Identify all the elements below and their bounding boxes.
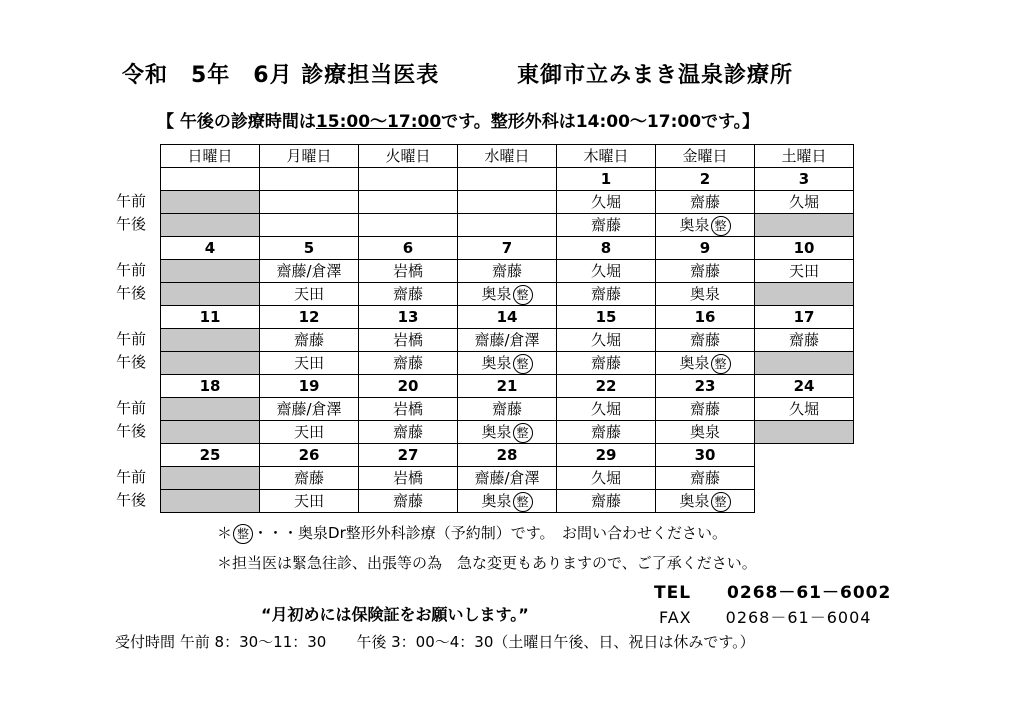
- date-cell: 19: [260, 375, 359, 398]
- afternoon-doctor-cell: [557, 490, 656, 513]
- date-cell: 23: [656, 375, 755, 398]
- doctor-name: 齋藤: [590, 423, 621, 441]
- doctor-name: 齋藤: [590, 216, 621, 234]
- afternoon-doctor-cell: [458, 214, 557, 237]
- afternoon-doctor-cell: [260, 352, 359, 375]
- sei-note-prefix: ＊: [217, 524, 233, 542]
- weekday-header: 木曜日: [557, 145, 656, 168]
- afternoon-doctor-cell: [755, 214, 854, 237]
- date-cell: 7: [458, 237, 557, 260]
- date-row: [161, 168, 854, 191]
- date-cell: 3: [755, 168, 854, 191]
- doctor-name: 天田: [293, 285, 324, 303]
- morning-row: [161, 329, 854, 352]
- clinic-name: 東御市立みまき温泉診療所: [517, 63, 794, 88]
- sei-note-text: ・・・奥泉Dr整形外科診療（予約制）です。 お問い合わせください。: [253, 524, 728, 542]
- date-cell: [458, 168, 557, 191]
- doctor-name: 久堀: [788, 193, 819, 211]
- doctor-name: 齋藤: [293, 331, 324, 349]
- doctor-name: 齋藤: [293, 469, 324, 487]
- date-cell: 28: [458, 444, 557, 467]
- sei-mark-icon: 整: [711, 216, 731, 236]
- afternoon-doctor-cell: [260, 490, 359, 513]
- morning-doctor-cell: [557, 467, 656, 490]
- morning-doctor-cell: [755, 260, 854, 283]
- date-cell: 6: [359, 237, 458, 260]
- afternoon-doctor-cell: [656, 352, 755, 375]
- date-cell: 29: [557, 444, 656, 467]
- doctor-name: 天田: [293, 492, 324, 510]
- morning-doctor-cell: [359, 398, 458, 421]
- afternoon-doctor-cell: [359, 283, 458, 306]
- date-cell: 8: [557, 237, 656, 260]
- morning-doctor-cell: [359, 260, 458, 283]
- afternoon-doctor-cell: [161, 490, 260, 513]
- morning-doctor-cell: [656, 191, 755, 214]
- morning-doctor-cell: [161, 260, 260, 283]
- subtitle-prefix: 【 午後の診療時間は: [157, 112, 316, 132]
- page-title: 令和 5年 6月 診療担当医表: [122, 63, 440, 88]
- afternoon-doctor-cell: [656, 490, 755, 513]
- afternoon-label: 午後: [116, 215, 147, 233]
- afternoon-doctor-cell: [656, 214, 755, 237]
- doctor-name: 岩橋: [392, 400, 423, 418]
- afternoon-label: 午後: [116, 491, 147, 509]
- doctor-name: 齋藤: [689, 469, 720, 487]
- doctor-name: 天田: [293, 423, 324, 441]
- morning-doctor-cell: [557, 260, 656, 283]
- morning-label: 午前: [116, 399, 147, 417]
- date-row: [161, 237, 854, 260]
- afternoon-doctor-cell: [755, 352, 854, 375]
- afternoon-doctor-cell: [557, 283, 656, 306]
- morning-doctor-cell: [359, 191, 458, 214]
- doctor-name: 岩橋: [392, 469, 423, 487]
- date-cell: 12: [260, 306, 359, 329]
- morning-doctor-cell: [458, 398, 557, 421]
- morning-doctor-cell: [359, 329, 458, 352]
- morning-doctor-cell: [458, 191, 557, 214]
- morning-doctor-cell: [656, 329, 755, 352]
- date-cell: 9: [656, 237, 755, 260]
- afternoon-doctor-cell: [755, 283, 854, 306]
- doctor-name: 久堀: [590, 193, 621, 211]
- morning-doctor-cell: [458, 329, 557, 352]
- date-cell: 14: [458, 306, 557, 329]
- doctor-name: 奥泉: [481, 423, 512, 441]
- afternoon-row: [161, 214, 854, 237]
- doctor-name: 奥泉: [481, 354, 512, 372]
- morning-doctor-cell: [260, 467, 359, 490]
- date-row: [161, 306, 854, 329]
- sei-mark-icon: 整: [513, 354, 533, 374]
- morning-doctor-cell: [656, 260, 755, 283]
- morning-label: 午前: [116, 468, 147, 486]
- doctor-name: 岩橋: [392, 331, 423, 349]
- morning-doctor-cell: [755, 398, 854, 421]
- date-cell: 16: [656, 306, 755, 329]
- weekday-header: 月曜日: [260, 145, 359, 168]
- weekday-header: 水曜日: [458, 145, 557, 168]
- sei-mark-icon: 整: [513, 423, 533, 443]
- morning-doctor-cell: [755, 191, 854, 214]
- afternoon-doctor-cell: [359, 421, 458, 444]
- afternoon-label: 午後: [116, 422, 147, 440]
- doctor-name: 齋藤: [491, 400, 522, 418]
- date-cell: [161, 168, 260, 191]
- morning-row: [161, 191, 854, 214]
- afternoon-doctor-cell: [359, 352, 458, 375]
- morning-doctor-cell: [458, 467, 557, 490]
- morning-doctor-cell: [557, 398, 656, 421]
- morning-doctor-cell: [161, 398, 260, 421]
- sei-legend-note: [217, 522, 727, 544]
- doctor-name: 奥泉: [679, 492, 710, 510]
- weekday-header: 金曜日: [656, 145, 755, 168]
- afternoon-row: [161, 352, 854, 375]
- date-cell: 20: [359, 375, 458, 398]
- doctor-name: 齋藤: [392, 423, 423, 441]
- date-cell: 22: [557, 375, 656, 398]
- afternoon-doctor-cell: [458, 352, 557, 375]
- afternoon-row: [161, 421, 854, 444]
- doctor-name: 久堀: [590, 262, 621, 280]
- afternoon-doctor-cell: [161, 283, 260, 306]
- date-cell: 30: [656, 444, 755, 467]
- afternoon-doctor-cell: [656, 283, 755, 306]
- empty-slot: [755, 444, 854, 467]
- afternoon-doctor-cell: [161, 421, 260, 444]
- afternoon-doctor-cell: [359, 214, 458, 237]
- doctor-name: 天田: [293, 354, 324, 372]
- morning-doctor-cell: [161, 191, 260, 214]
- morning-label: 午前: [116, 330, 147, 348]
- doctor-name: 齋藤/倉澤: [276, 400, 342, 418]
- date-cell: 15: [557, 306, 656, 329]
- date-cell: 26: [260, 444, 359, 467]
- afternoon-doctor-cell: [458, 283, 557, 306]
- empty-slot: [755, 467, 854, 490]
- morning-doctor-cell: [458, 260, 557, 283]
- afternoon-hours-note: [157, 107, 759, 132]
- morning-label: 午前: [116, 192, 147, 210]
- doctor-name: 齋藤: [689, 400, 720, 418]
- weekday-header: 火曜日: [359, 145, 458, 168]
- afternoon-doctor-cell: [359, 490, 458, 513]
- date-cell: 18: [161, 375, 260, 398]
- date-cell: 1: [557, 168, 656, 191]
- morning-row: [161, 467, 854, 490]
- date-cell: 24: [755, 375, 854, 398]
- insurance-card-appeal: “月初めには保険証をお願いします。”: [261, 605, 529, 624]
- afternoon-doctor-cell: [161, 214, 260, 237]
- date-cell: 27: [359, 444, 458, 467]
- schedule-table: [160, 144, 854, 513]
- morning-doctor-cell: [260, 329, 359, 352]
- doctor-name: 齋藤: [392, 285, 423, 303]
- afternoon-doctor-cell: [161, 352, 260, 375]
- date-cell: 10: [755, 237, 854, 260]
- morning-doctor-cell: [260, 398, 359, 421]
- afternoon-doctor-cell: [260, 283, 359, 306]
- morning-doctor-cell: [557, 329, 656, 352]
- afternoon-label: 午後: [116, 284, 147, 302]
- morning-doctor-cell: [656, 467, 755, 490]
- date-cell: 11: [161, 306, 260, 329]
- date-cell: 4: [161, 237, 260, 260]
- doctor-name: 奥泉: [689, 285, 720, 303]
- doctor-name: 齋藤: [689, 193, 720, 211]
- morning-row: [161, 260, 854, 283]
- morning-doctor-cell: [755, 329, 854, 352]
- doctor-name: 久堀: [590, 331, 621, 349]
- afternoon-doctor-cell: [557, 421, 656, 444]
- sei-mark-icon: 整: [513, 492, 533, 512]
- morning-doctor-cell: [260, 191, 359, 214]
- weekday-header: 日曜日: [161, 145, 260, 168]
- title-row: [0, 58, 1024, 94]
- afternoon-doctor-cell: [557, 352, 656, 375]
- date-cell: [359, 168, 458, 191]
- date-row: [161, 444, 854, 467]
- doctor-name: 奥泉: [481, 285, 512, 303]
- morning-doctor-cell: [161, 329, 260, 352]
- emergency-note: ＊担当医は緊急往診、出張等の為 急な変更もありますので、ご了承ください。: [217, 554, 757, 572]
- date-cell: 13: [359, 306, 458, 329]
- subtitle-underlined-time: 15:00～17:00: [315, 112, 442, 132]
- doctor-name: 奥泉: [679, 354, 710, 372]
- doctor-name: 久堀: [788, 400, 819, 418]
- afternoon-doctor-cell: [260, 421, 359, 444]
- doctor-name: 齋藤/倉澤: [474, 331, 540, 349]
- date-cell: 5: [260, 237, 359, 260]
- reception-hours: 受付時間 午前 8：30～11：30 午後 3：00～4：30（土曜日午後、日、祝日は休みです。）: [115, 633, 755, 651]
- sei-mark-icon: 整: [513, 285, 533, 305]
- weekday-header-row: [161, 145, 854, 168]
- doctor-name: 齋藤: [590, 492, 621, 510]
- doctor-name: 齋藤: [689, 331, 720, 349]
- morning-doctor-cell: [161, 467, 260, 490]
- date-cell: 2: [656, 168, 755, 191]
- date-row: [161, 375, 854, 398]
- date-cell: 17: [755, 306, 854, 329]
- afternoon-row: [161, 490, 854, 513]
- sei-mark-icon: 整: [711, 492, 731, 512]
- date-cell: [260, 168, 359, 191]
- morning-doctor-cell: [359, 467, 458, 490]
- doctor-name: 齋藤: [689, 262, 720, 280]
- doctor-name: 岩橋: [392, 262, 423, 280]
- doctor-name: 齋藤: [590, 354, 621, 372]
- empty-slot: [755, 490, 854, 513]
- doctor-name: 奥泉: [679, 216, 710, 234]
- doctor-name: 齋藤/倉澤: [474, 469, 540, 487]
- fax-number: FAX 0268－61－6004: [659, 608, 872, 627]
- afternoon-row: [161, 283, 854, 306]
- morning-label: 午前: [116, 261, 147, 279]
- doctor-name: 奥泉: [481, 492, 512, 510]
- date-cell: 25: [161, 444, 260, 467]
- doctor-name: 久堀: [590, 400, 621, 418]
- date-cell: 21: [458, 375, 557, 398]
- afternoon-doctor-cell: [260, 214, 359, 237]
- morning-doctor-cell: [260, 260, 359, 283]
- doctor-name: 齋藤/倉澤: [276, 262, 342, 280]
- afternoon-doctor-cell: [458, 490, 557, 513]
- doctor-name: 齋藤: [392, 492, 423, 510]
- tel-number: TEL 0268－61－6002: [654, 583, 892, 603]
- weekday-header: 土曜日: [755, 145, 854, 168]
- subtitle-suffix: です。整形外科は14:00～17:00です。】: [441, 112, 760, 132]
- sei-mark-icon: 整: [711, 354, 731, 374]
- afternoon-label: 午後: [116, 353, 147, 371]
- afternoon-doctor-cell: [656, 421, 755, 444]
- afternoon-doctor-cell: [755, 421, 854, 444]
- doctor-name: 齋藤: [788, 331, 819, 349]
- doctor-name: 齋藤: [491, 262, 522, 280]
- doctor-name: 齋藤: [590, 285, 621, 303]
- afternoon-doctor-cell: [557, 214, 656, 237]
- doctor-name: 久堀: [590, 469, 621, 487]
- doctor-name: 齋藤: [392, 354, 423, 372]
- morning-doctor-cell: [557, 191, 656, 214]
- sei-mark-icon: 整: [233, 524, 253, 544]
- morning-doctor-cell: [656, 398, 755, 421]
- afternoon-doctor-cell: [458, 421, 557, 444]
- morning-row: [161, 398, 854, 421]
- doctor-name: 天田: [788, 262, 819, 280]
- doctor-name: 奥泉: [689, 423, 720, 441]
